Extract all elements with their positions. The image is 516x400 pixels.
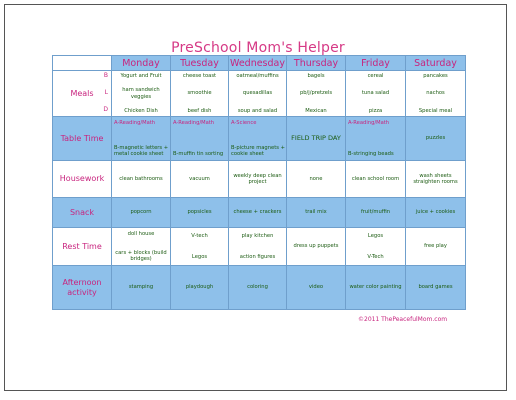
- breakfast-text: oatmeal/muffins: [236, 72, 279, 79]
- rest-activity-1: play kitchen: [241, 232, 274, 239]
- rest-activity-1: Legos: [367, 232, 384, 239]
- dinner-text: Special meal: [418, 108, 453, 114]
- snack-cell: popcorn: [112, 198, 171, 228]
- day-header: Wednesday: [229, 57, 285, 69]
- housework-cell: vacuum: [171, 161, 229, 198]
- housework-cell: wash sheets straighten rooms: [406, 161, 466, 198]
- rest-time-cell: [171, 228, 229, 266]
- rest-activity-2: Legos: [191, 254, 208, 260]
- housework-cell: weekly deep clean project: [229, 161, 287, 198]
- meal-cell: [171, 71, 229, 117]
- rest-activity-1: doll house: [127, 230, 155, 237]
- copyright-text: ©2011 ThePeacefulMom.com: [358, 316, 448, 323]
- afternoon-cell: coloring: [229, 266, 287, 310]
- row-label: Meals: [70, 88, 94, 98]
- lunch-marker: L: [104, 89, 108, 96]
- day-header: Thursday: [287, 56, 346, 71]
- lunch-text: quesadillas: [242, 90, 273, 97]
- day-header: Monday: [112, 56, 171, 71]
- table-time-cell: [229, 117, 287, 161]
- breakfast-marker: B: [103, 72, 108, 79]
- housework-cell: clean bathrooms: [112, 161, 171, 198]
- row-label: Snack: [53, 198, 112, 228]
- day-header: Saturday: [406, 56, 466, 71]
- activity-b: B-magnetic letters + metal cookie sheet: [114, 144, 169, 157]
- rest-time-cell: [112, 228, 171, 266]
- lunch-text: ham sandwich veggies: [122, 87, 160, 100]
- meals-label-cell: [53, 71, 112, 117]
- breakfast-text: cereal: [367, 72, 384, 79]
- header-corner: [53, 56, 112, 71]
- rest-time-cell: dress up puppets: [287, 228, 346, 266]
- header-row: [53, 56, 466, 71]
- activity-b: FIELD TRIP DAY: [291, 134, 341, 143]
- dinner-marker: D: [103, 106, 108, 113]
- rest-activity-2: action figures: [239, 254, 276, 260]
- snack-row: [53, 198, 466, 228]
- page-title: PreSchool Mom's Helper: [171, 40, 345, 56]
- lunch-text: smoothie: [187, 90, 212, 97]
- meal-cell: [346, 71, 406, 117]
- snack-cell: cheese + crackers: [229, 198, 287, 228]
- housework-cell: none: [287, 161, 346, 198]
- dinner-text: pizza: [368, 108, 383, 114]
- rest-time-cell: [229, 228, 287, 266]
- snack-cell: popsicles: [171, 198, 229, 228]
- breakfast-text: Yogurt and Fruit: [120, 72, 162, 79]
- activity-a: A-Reading/Math: [348, 119, 390, 126]
- rest-activity-2: V-Tech: [367, 254, 384, 260]
- breakfast-text: pancakes: [423, 72, 448, 79]
- row-label: Rest Time: [53, 228, 112, 266]
- housework-cell: clean school room: [346, 161, 406, 198]
- rest-time-cell: [346, 228, 406, 266]
- afternoon-cell: board games: [406, 266, 466, 310]
- row-label: Housework: [53, 161, 112, 198]
- meal-cell: [112, 71, 171, 117]
- table-time-cell: [406, 117, 466, 161]
- afternoon-row: [53, 266, 466, 310]
- table-time-cell: [112, 117, 171, 161]
- table-time-cell: [346, 117, 406, 161]
- meal-cell: [406, 71, 466, 117]
- snack-cell: fruit/muffin: [346, 198, 406, 228]
- activity-b: B-stringing beads: [348, 151, 394, 157]
- day-header: Tuesday: [171, 56, 229, 71]
- table-time-cell: [171, 117, 229, 161]
- lunch-text: nachos: [426, 90, 445, 97]
- rest-activity-1: V-tech: [191, 232, 208, 239]
- lunch-text: tuna salad: [361, 90, 390, 97]
- dinner-text: beef dish: [187, 108, 212, 114]
- afternoon-cell: water color painting: [346, 266, 406, 310]
- breakfast-text: cheese toast: [182, 72, 217, 79]
- table-time-cell: [287, 117, 346, 161]
- weekly-planner-table: [52, 55, 466, 310]
- rest-time-row: [53, 228, 466, 266]
- table-time-row: [53, 117, 466, 161]
- afternoon-cell: playdough: [171, 266, 229, 310]
- meals-row: [53, 71, 466, 117]
- dinner-text: Chicken Dish: [124, 108, 158, 114]
- row-label: Table Time: [53, 117, 112, 161]
- activity-a: A-Reading/Math: [173, 119, 215, 126]
- housework-row: [53, 161, 466, 198]
- day-header: Friday: [346, 56, 406, 71]
- afternoon-cell: stamping: [112, 266, 171, 310]
- lunch-text: pb/j/pretzels: [299, 90, 333, 97]
- snack-cell: trail mix: [287, 198, 346, 228]
- afternoon-cell: video: [287, 266, 346, 310]
- meal-cell: [229, 71, 287, 117]
- activity-a: A-Reading/Math: [114, 119, 156, 126]
- rest-time-cell: free play: [406, 228, 466, 266]
- dinner-text: Mexican: [305, 108, 327, 114]
- meal-cell: [287, 71, 346, 117]
- row-label: Afternoon activity: [53, 266, 112, 310]
- rest-activity-2: cars + blocks (build bridges): [115, 249, 167, 262]
- activity-b: B-muffin tin sorting: [173, 151, 224, 157]
- snack-cell: juice + cookies: [406, 198, 466, 228]
- activity-a: A-Science: [231, 119, 257, 126]
- breakfast-text: bagels: [307, 72, 325, 79]
- activity-b: B-picture magnets + cookie sheet: [231, 144, 285, 157]
- activity-b: puzzles: [425, 135, 446, 142]
- dinner-text: soup and salad: [237, 108, 278, 114]
